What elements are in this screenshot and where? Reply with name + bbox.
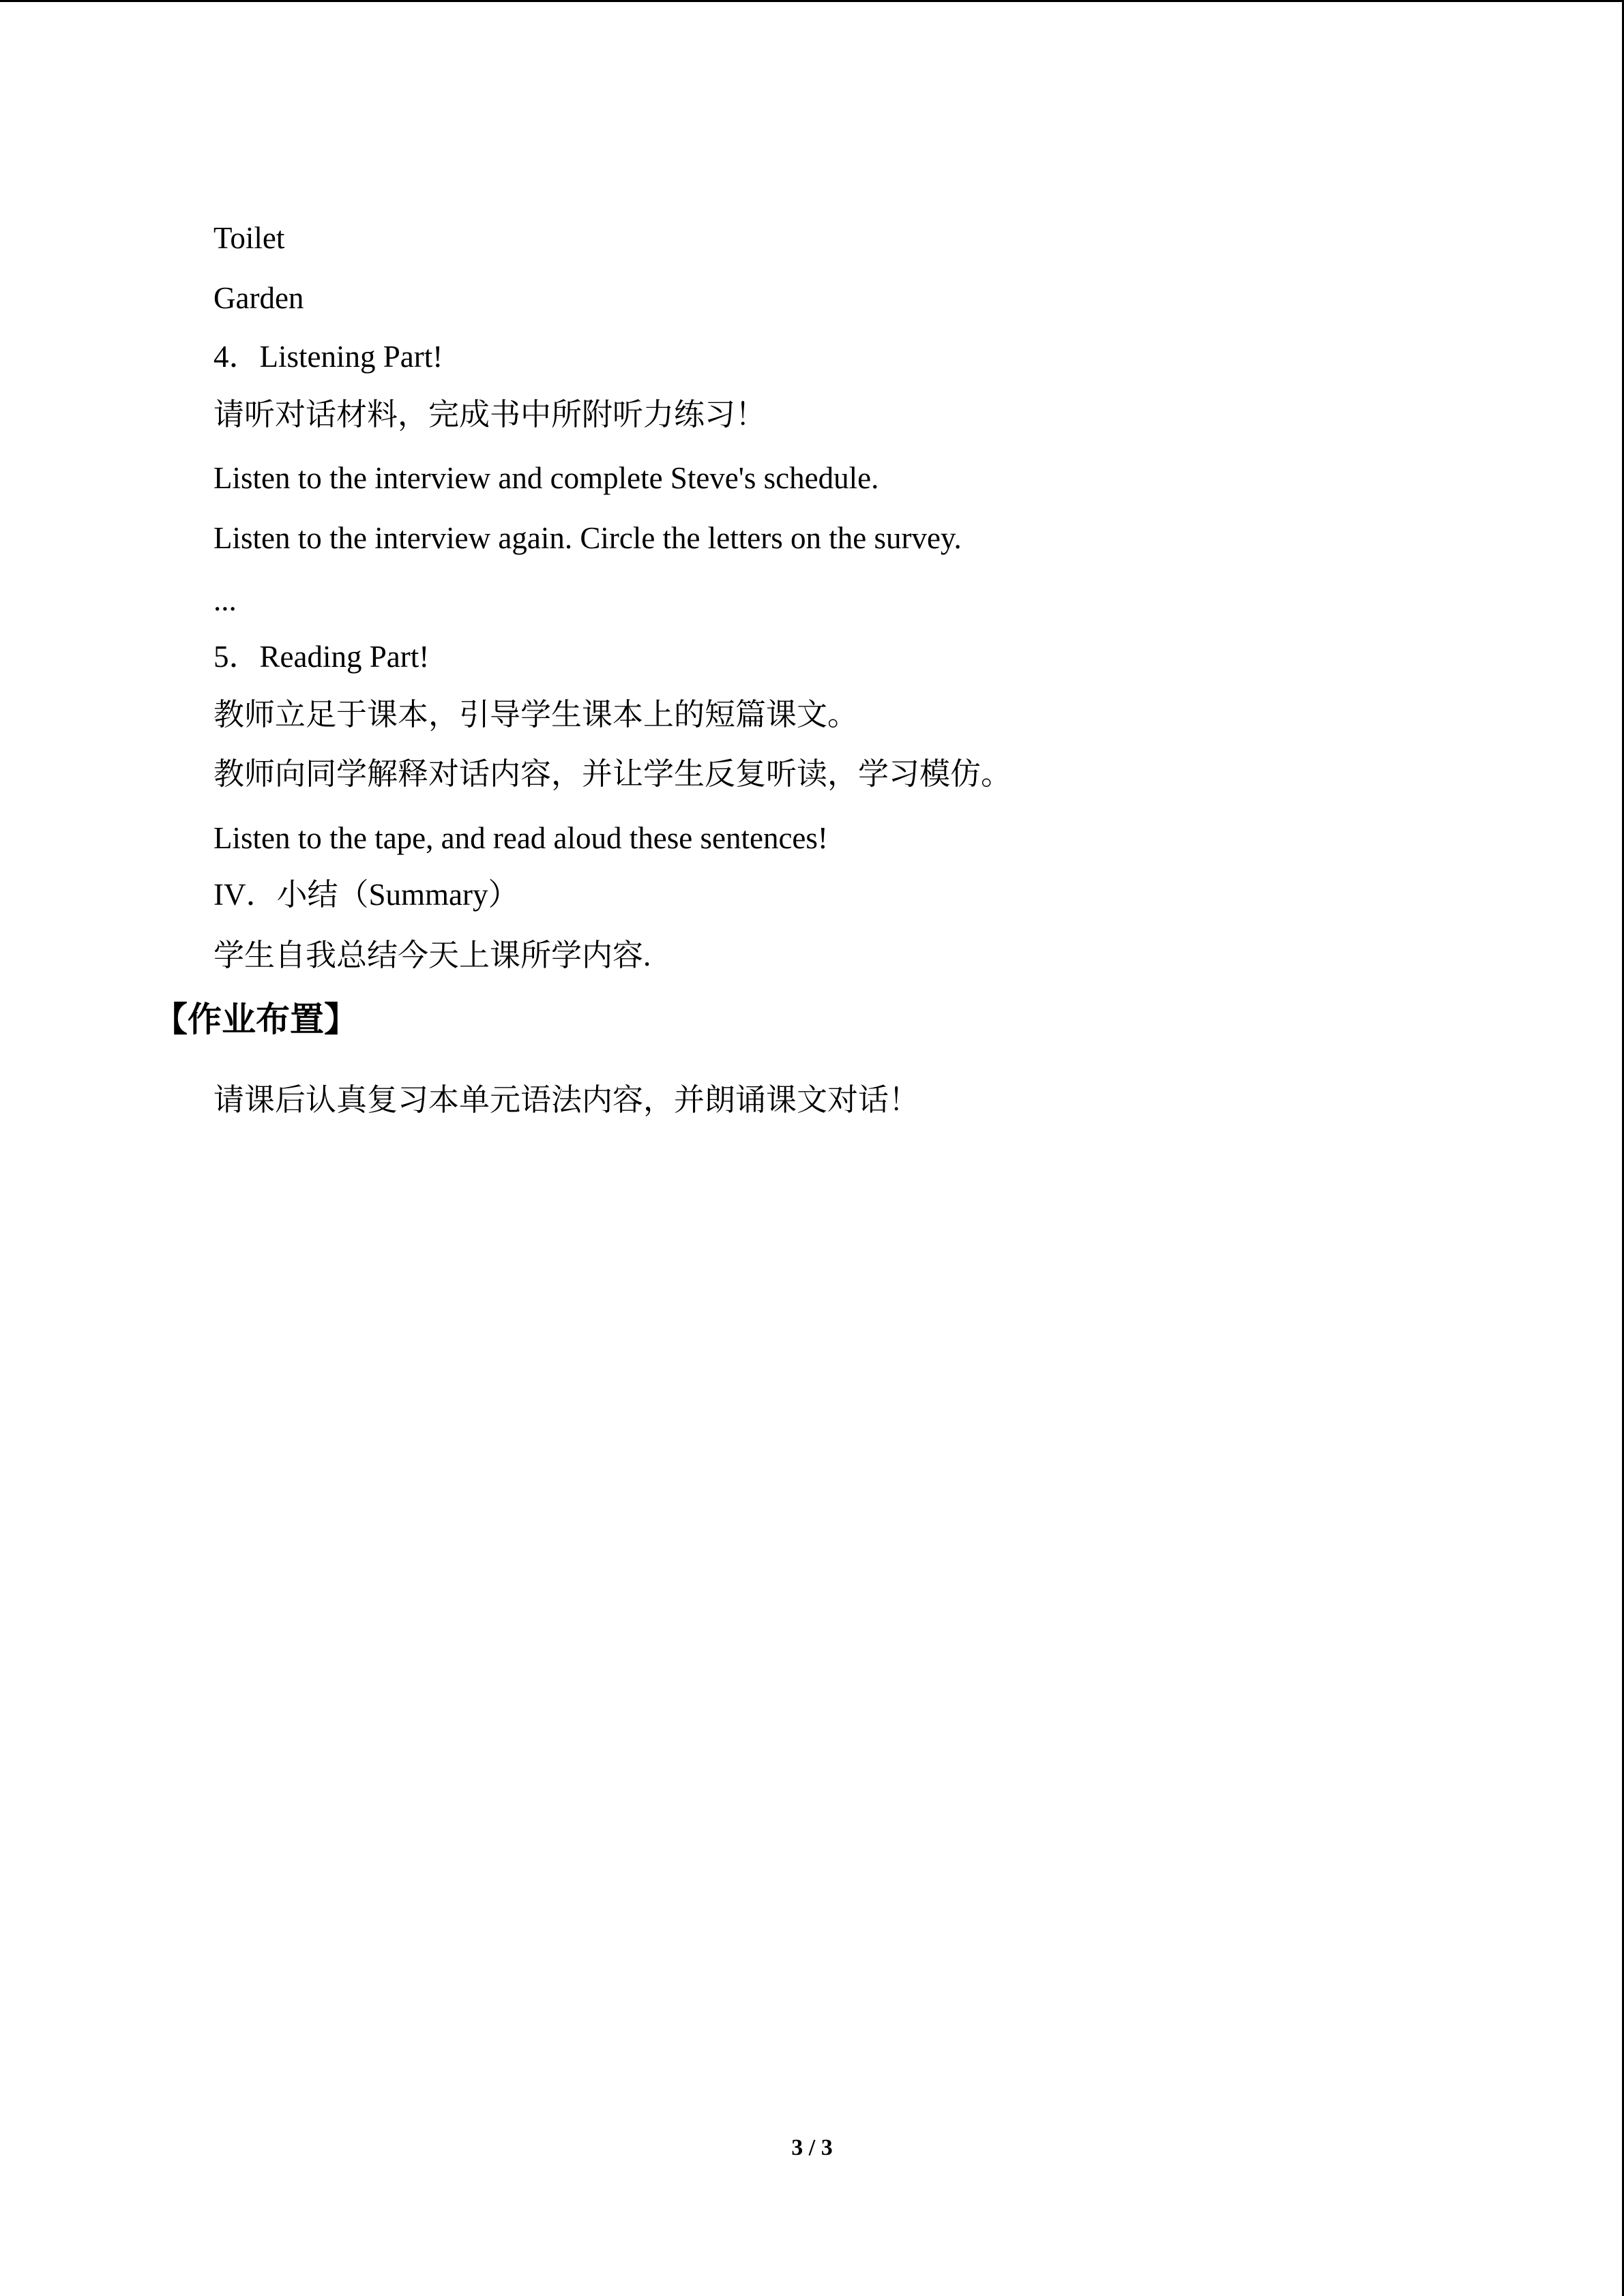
reading-instruction-cn-1: 教师立足于课本，引导学生课本上的短篇课文。	[213, 698, 859, 732]
page-number: 3 / 3	[791, 2135, 833, 2160]
ellipsis-line: ...	[213, 583, 237, 617]
section-listening-title: 4．Listening Part!	[213, 340, 443, 374]
text-line-toilet: Toilet	[213, 221, 285, 255]
section-summary-title: IV．小结（Summary）	[213, 878, 519, 912]
homework-heading: 【作业布置】	[153, 1000, 358, 1039]
summary-text: 学生自我总结今天上课所学内容.	[213, 938, 651, 972]
listening-task-2: Listen to the interview again. Circle the letters on the survey.	[213, 521, 962, 555]
listening-instruction-cn: 请听对话材料，完成书中所附听力练习！	[213, 398, 767, 432]
reading-task: Listen to the tape, and read aloud these sentences!	[213, 821, 828, 855]
homework-text: 请课后认真复习本单元语法内容，并朗诵课文对话！	[213, 1083, 920, 1117]
reading-instruction-cn-2: 教师向同学解释对话内容，并让学生反复听读，学习模仿。	[213, 757, 1012, 791]
section-reading-title: 5．Reading Part!	[213, 640, 430, 674]
page-border-top	[0, 0, 1624, 2]
text-line-garden: Garden	[213, 281, 304, 315]
listening-task-1: Listen to the interview and complete Steve's schedule.	[213, 461, 879, 495]
